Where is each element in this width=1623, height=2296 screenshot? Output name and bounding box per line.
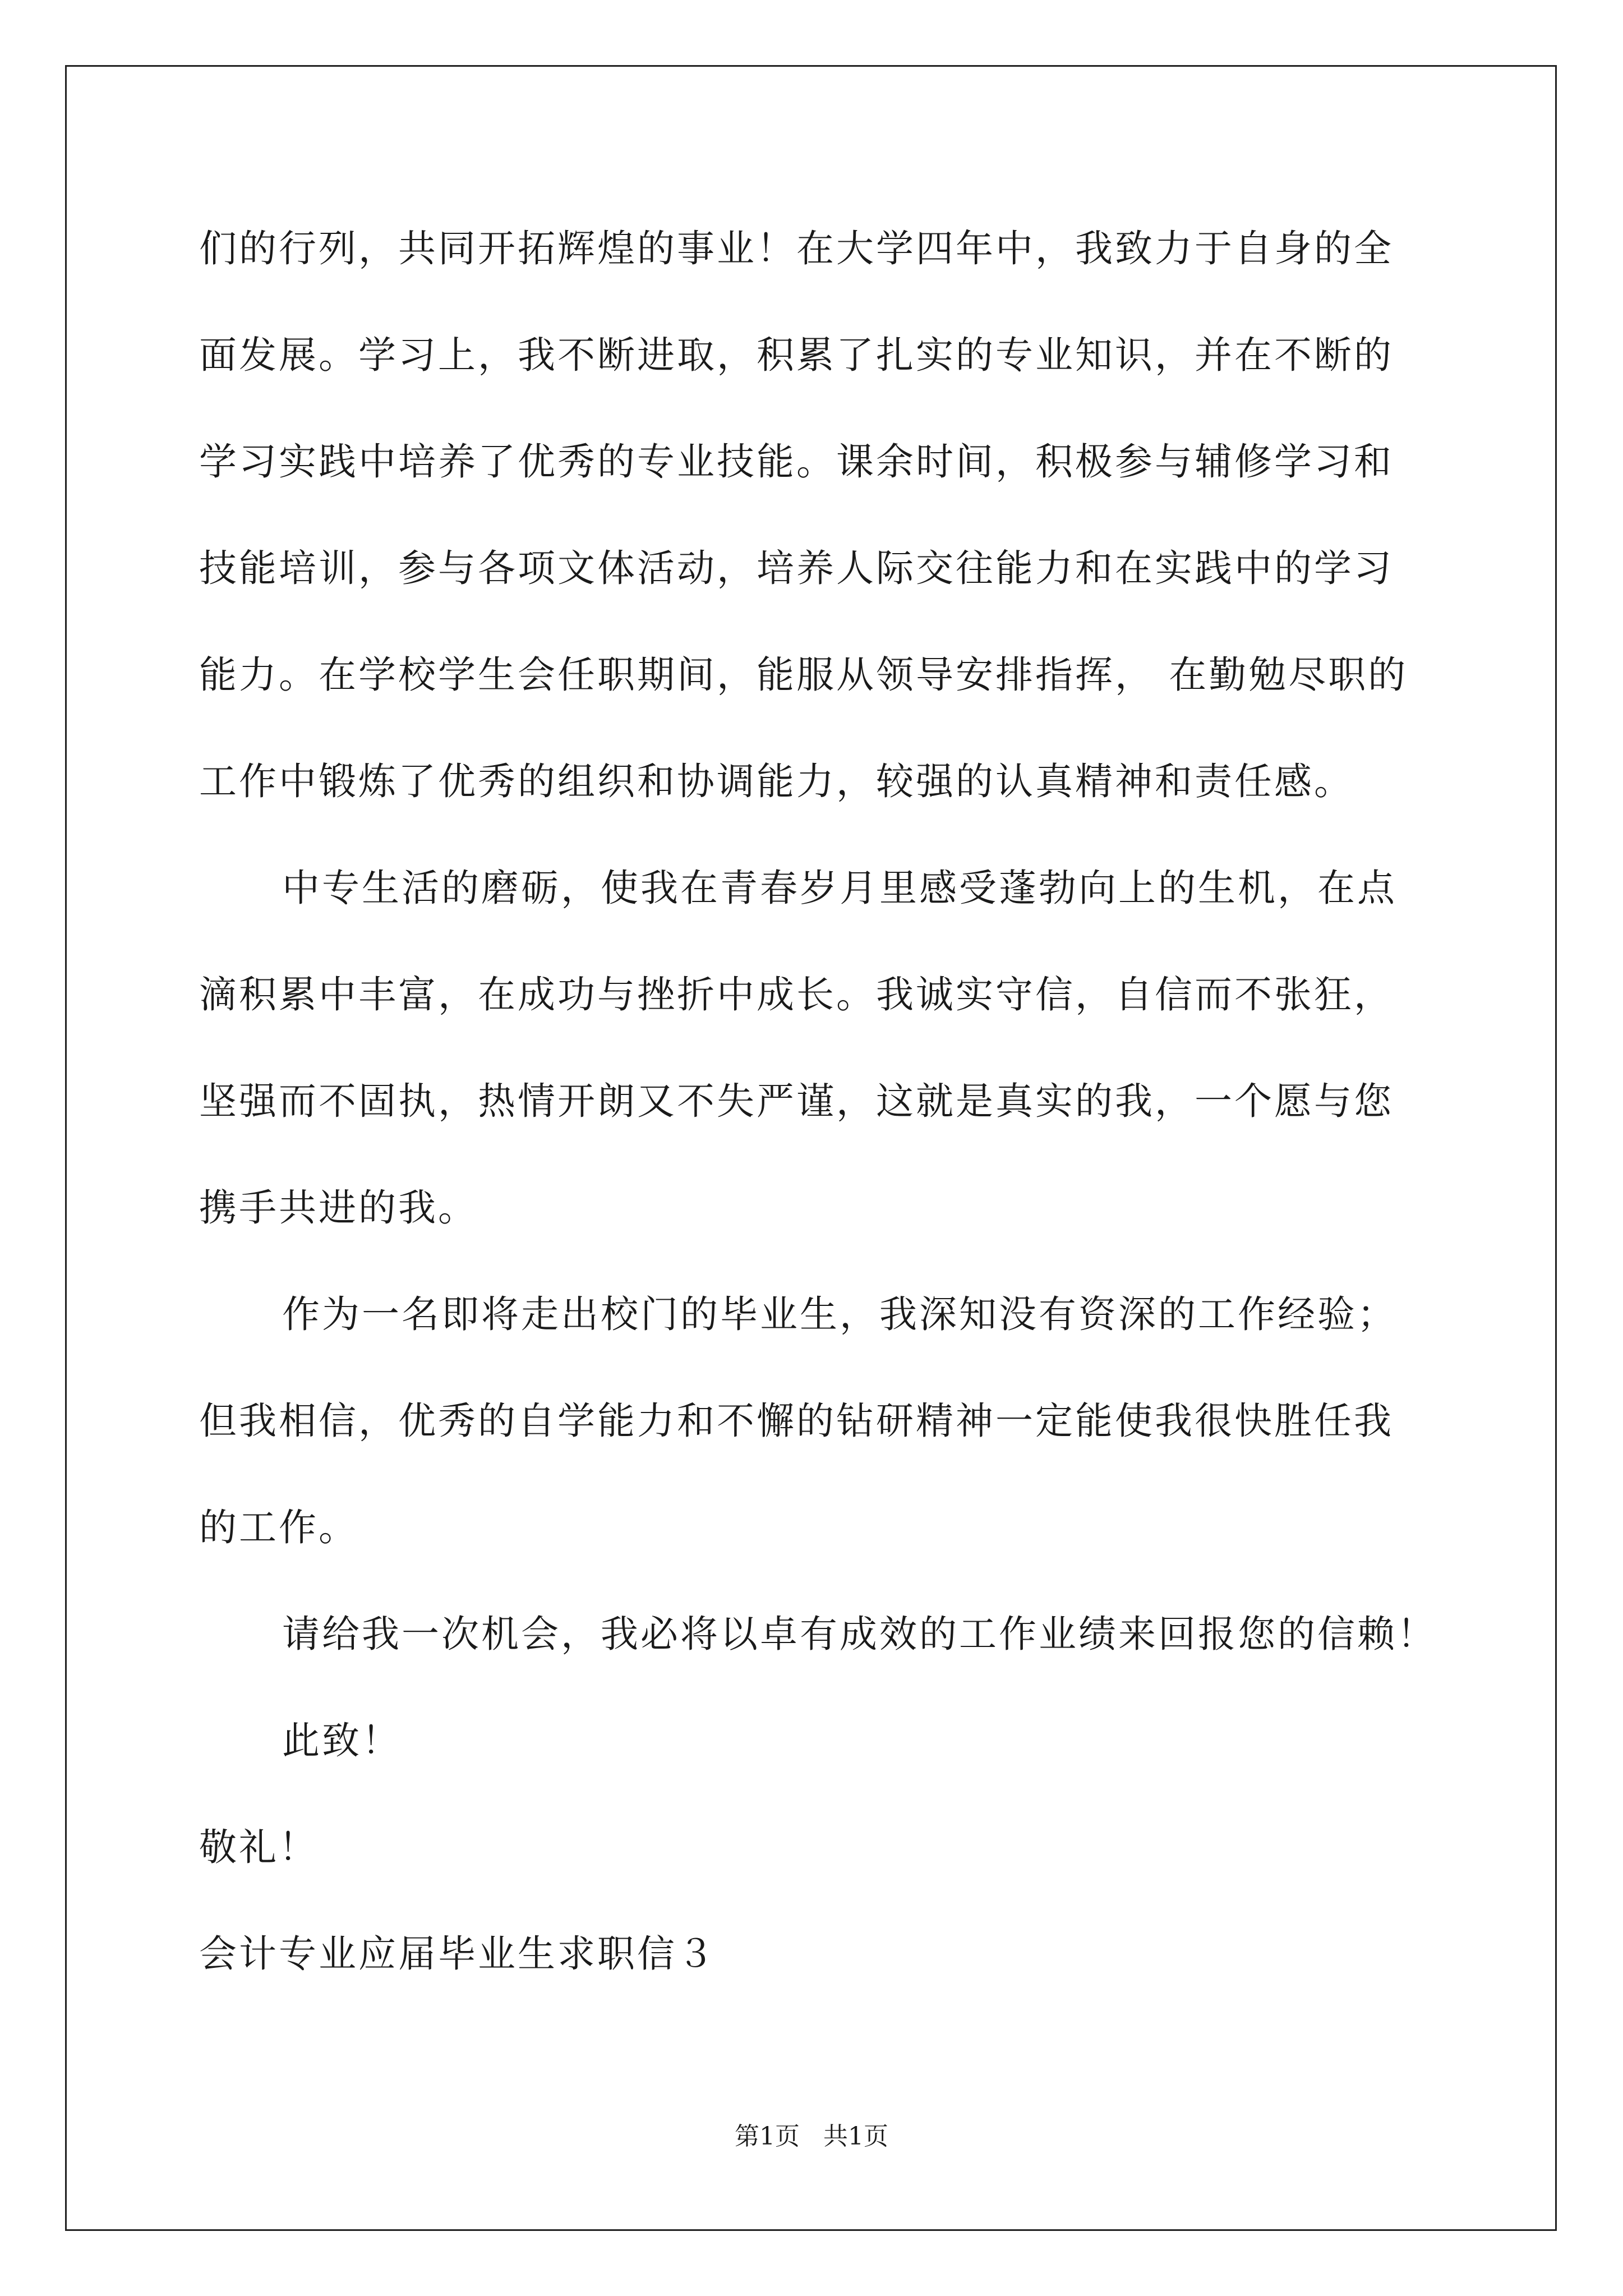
text-line: 能力。在学校学生会任职期间，能服从领导安排指挥， 在勤勉尽职的 [199, 653, 1408, 697]
text-line: 工作中锻炼了优秀的组织和协调能力，较强的认真精神和责任感。 [199, 760, 1354, 803]
text-line: 请给我一次机会，我必将以卓有成效的工作业绩来回报您的信赖！ [282, 1612, 1437, 1656]
text-line: 滴积累中丰富，在成功与挫折中成长。我诚实守信，自信而不张狂， [199, 973, 1394, 1016]
text-line: 但我相信，优秀的自学能力和不懈的钻研精神一定能使我很快胜任我 [199, 1399, 1394, 1443]
page-number-footer: 第1页 共1页 [735, 2122, 888, 2151]
text-line: 作为一名即将走出校门的毕业生，我深知没有资深的工作经验； [282, 1292, 1397, 1336]
text-line: 敬礼！ [199, 1825, 319, 1869]
page-frame [65, 65, 1557, 2231]
text-line: 们的行列，共同开拓辉煌的事业！在大学四年中，我致力于自身的全 [199, 227, 1394, 270]
text-line: 的工作。 [199, 1506, 358, 1549]
text-line: 技能培训，参与各项文体活动，培养人际交往能力和在实践中的学习 [199, 546, 1394, 590]
text-line: 坚强而不固执，热情开朗又不失严谨，这就是真实的我，一个愿与您 [199, 1079, 1394, 1123]
text-line: 中专生活的磨砺，使我在青春岁月里感受蓬勃向上的生机，在点 [282, 866, 1397, 910]
text-line: 面发展。学习上，我不断进取，积累了扎实的专业知识，并在不断的 [199, 333, 1394, 377]
text-line: 携手共进的我。 [199, 1186, 478, 1230]
text-line: 会计专业应届毕业生求职信３ [199, 1932, 717, 1976]
text-line: 学习实践中培养了优秀的专业技能。课余时间，积极参与辅修学习和 [199, 440, 1394, 484]
text-line: 此致！ [282, 1719, 402, 1763]
